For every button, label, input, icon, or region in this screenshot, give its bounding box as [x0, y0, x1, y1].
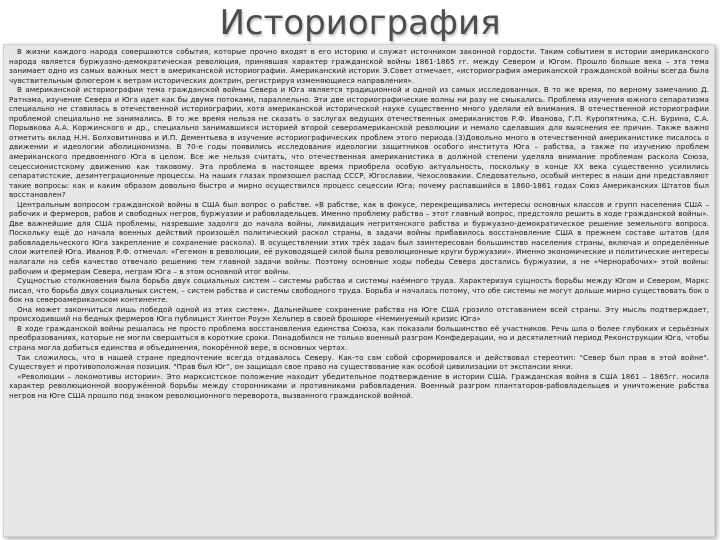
paragraph-two-systems: Сущностью столкновения была борьба двух социальных систем – системы рабства и системы наёмного труда. Характеризуя сущность борьбы между Югом и Севером, Маркс писал, что борьба двух социальных систем, – систем рабства и системы свободного труда. Борьба и началась потому, что обе системы не могут дольше мирно существовать бок о бок на североамериканском континенте.: [9, 276, 709, 305]
slide-title: Историография: [219, 3, 501, 43]
paragraph-slavery-question: Центральным вопросом гражданской войны в США был вопрос о рабстве. «В рабстве, как в фокусе, перекрещивались интересы основных классов и групп населения США – рабочих и фермеров, рабов и свободных негров, буржуазии и рабовладельцев. Именно проблему рабства – этот главный вопрос, предстояло решить в ходе гражданской войны». Две важнейшие для США проблемы, назревшие задолго до начала войны, ликвидация негритянского рабства и буржуазно-демократическое решение земельного вопроса. Поскольку ещё до начала военных действий произошёл политический раскол страны, в задачи войны прибавилось восстановление США в прежнем составе штатов (для рабовладельческого Юга закрепление и сохранение раскола). В осуществлении этих трёх задач был заинтересован большинство населения страны, включая и определённые слои жителей Юга. Иванов Р.Ф. отмечал: «Гегемон в революции, её руководящей силой была революционные круги буржуазии». Именно экономические и политические интересы налагали на себя качество отвечало решению тем главной задачи войны. Поэтому основные ходы победы Севера достались буржуазии, а не «Чернорабочих» этой войны: рабочим и фермерам Севера, неграм Юга – в этом основной итог войны.: [9, 199, 709, 276]
paragraph-reconstruction: В ходе гражданской войны решалась не просто проблема восстановления единства Союза, как показали большинство её участников. Речь шла о более глубоких и серьёзных преобразованиях, которые не могли свершиться в короткие сроки. Понадобился не только военный разгром Конфедерации, но и десятилетний период Реконструкции Юга, чтобы страна могла добиться единства и объединения, покорённой вере, в основных чертах.: [9, 323, 709, 352]
paragraph-crisis-of-south: Она может закончиться лишь победой одной из этих систем». Дальнейшее сохранение рабства на Юге США грозило отставанием всей страны. Эту мысль подтверждает, происходивший на бедных фермеров Юга публицист Хинтон Роуэн Хельпер в своей брошюре «Неминуемый кризис Юга»: [9, 304, 709, 324]
paragraph-north-vs-south: Так сложилось, что в нашей стране предпочтение всегда отдавалось Северу. Как-то сам собой сформировался и действовал стереотип: "Север был прав в этой войне". Существует и противоположная позиция. "Прав был Юг", он защищал свое право на существование как особой цивилизации от экспансии янки.: [9, 352, 709, 372]
text-panel: [3, 44, 715, 537]
paragraph-intro: В жизни каждого народа совершаются события, которые прочно входят в его историю и служат источником законной гордости. Таким событием в истории американского народа является буржуазно-демократическая революция, принявшая характер гражданской войны 1861-1865 гг. между Севером и Югом. Прошло больше века – эта тема занимает одно из самых важных мест в американской историографии. Американский историк Э.Совет отмечает, «историография американской гражданской войны всегда была чувствительным флюгером к ветрам исторических доктрин, регистрируя изменяющиеся направления».: [9, 47, 709, 85]
paragraph-historiography: В американской историографии тема гражданской войны Севера и Юга является традиционной и одной из самых исследованных. В то же время, по верному замечанию Д. Ратнама, изучение Севера и Юга идет как бы двумя потоками, параллельно. Эти две историографические волны ни разу не смыкались. Проблема изучения южного сепаратизма специально не ставилась в отечественной историографии, хотя американской исторической науке существенно много уделяли ей внимания. В отечественной историографии проблемой специально не занимались. В то же время нельзя не сказать о заслугах ведущих отечественных американистов Р.Ф. Иванова, Г.П. Куропятника, С.Н. Бурина, С.А. Порывкова А.А. Коржинского и др., специально занимавшихся историей второй североамериканской революции и немало сделавших для выяснения ее причин. Также важно отметить вклад Н.Н. Болховитинова и И.П. Дементьева в изучение историографических проблем этого периода.(3)Довольно много в отечественной американистике писалось о движении и идеологии аболиционизма. В 70-е годы появились исследования идеологии защитников особого института Юга – рабства, а также по изучению проблем американского предвоенного Юга в целом. Все же нельзя считать, что отечественная американистика в должной степени уделяла внимание проблемам раскола Союза, сецессионистскому движению как таковому. Эта проблема в настоящее время приобрела особую актуальность, поскольку в конце XX века существенно усилились сепаратистские, дезинтеграционные процессы. На наших глазах произошел распад СССР, Югославии, Чехословакии. Следовательно, особый интерес в наши дни представляют такие вопросы: как и каким образом довольно быстро и мирно осуществился процесс сецессии Юга; почему распавшийся в 1860-1861 годах Союз Американских Штатов был восстановлен?: [9, 85, 709, 200]
paragraph-revolutions: «Революции – локомотивы истории». Это марксистское положение находит убедительное подтверждение в истории США. Гражданская война в США 1861 – 1865гг. носила характер революционной вооружённой борьбы между сторонниками и противниками рабовладения. Военный разгром плантаторов-рабовладельцев и уничтожение рабства негров на Юге США прошло под знаком революционного переворота, вызванного гражданской войной.: [9, 371, 709, 400]
